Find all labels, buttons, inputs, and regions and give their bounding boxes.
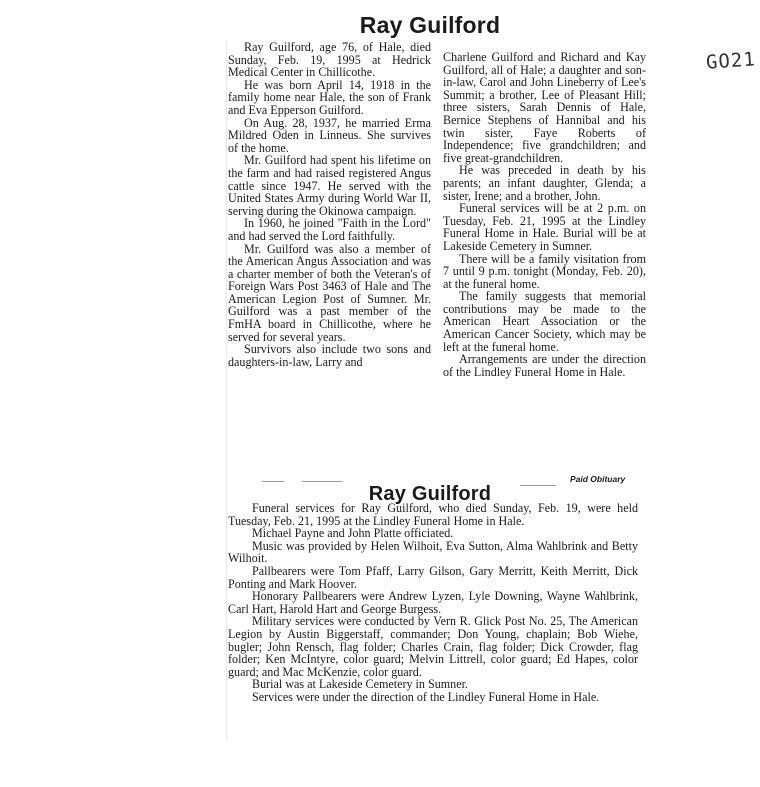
obituary-paragraph: He was born April 14, 1918 in the family home near Hale, the son of Frank and Eva Epperson Guilford. [228,77,431,117]
obituary-left-column [228,41,431,368]
obituary-paragraph: Arrangements are under the direction of the Lindley Funeral Home in Hale. [443,352,646,379]
funeral-notice-paragraph: Burial was at Lakeside Cemetery in Sumner. [252,677,468,692]
obituary-paragraph: Mr. Guilford had spent his lifetime on the farm and had raised registered Angus cattle since 1947. He served with the United States Army during World War II, serving during the Okinowa campaign. [228,153,431,218]
funeral-notice-title: Ray Guilford [368,483,492,505]
clipping-rule [262,481,284,482]
obituary-paragraph: There will be a family visitation from 7 until 9 p.m. tonight (Monday, Feb. 20), at the funeral home. [443,251,646,291]
funeral-notice-paragraph: Pallbearers were Tom Pfaff, Larry Gilson, Gary Merritt, Keith Merritt, Dick Ponting and Mark Hoover. [228,563,638,591]
funeral-notice-paragraph: Michael Payne and John Platte officiated. [252,526,454,541]
obituary-right-column [443,51,646,378]
funeral-notice-paragraph: Services were under the direction of the Lindley Funeral Home in Hale. [252,689,600,704]
clipping-rule [302,481,342,482]
clipping-edge [226,40,227,740]
funeral-notice-paragraph: Music was provided by Helen Wilhoit, Eva Sutton, Alma Wahlbrink and Betty Wilhoit. [228,538,638,566]
obituary-paragraph: Survivors also include two sons and daughters-in-law, Larry and [228,342,431,369]
handwritten-margin-note: GO21 [705,48,757,74]
obituary-paragraph-continuation: Charlene Guilford and Richard and Kay Guilford, all of Hale; a daughter and son-in-law, Carol and John Lineberry of Lee's Summit; a brother, Lee of Pleasant Hill; three sisters, Sarah Dennis of Hale, Bernice Stephens of Hannibal and his twin sister, Faye Roberts of Independence; five grandchildren; and five great-grandchildren. [443,50,646,165]
obituary-paragraph: Ray Guilford, age 76, of Hale, died Sunday, Feb. 19, 1995 at Hedrick Medical Center in Chillicothe. [228,40,431,80]
obituary-paragraph: Mr. Guilford was also a member of the American Angus Association and was a charter member of both the Veteran's of Foreign Wars Post 3463 of Hale and The American Legion Post of Sumner. Mr. Guilford was a past member of the FmHA board in Chillicothe, where he served for several years. [228,241,431,344]
paid-obituary-label: Paid Obituary [570,474,626,484]
funeral-notice-paragraph: Funeral services for Ray Guilford, who died Sunday, Feb. 19, were held Tuesday, Feb. 21, 1995 at the Lindley Funeral Home in Hale. [228,501,638,528]
obituary-paragraph: In 1960, he joined "Faith in the Lord" and had served the Lord faithfully. [228,216,431,243]
funeral-notice-paragraph: Honorary Pallbearers were Andrew Lyzen, Lyle Downing, Wayne Wahlbrink, Carl Hart, Harold Hart and George Burgess. [228,589,638,616]
obituary-paragraph: The family suggests that memorial contributions may be made to the American Heart Association or the American Cancer Society, which may be left at the funeral home. [443,289,646,354]
funeral-notice-body [228,502,638,704]
obituary-paragraph: He was preceded in death by his parents; an infant daughter, Glenda; a sister, Irene; and a brother, John. [443,163,646,203]
obituary-paragraph: On Aug. 28, 1937, he married Erma Mildred Oden in Linneus. She survives of the home. [228,115,431,155]
funeral-notice-paragraph: Military services were conducted by Vern R. Glick Post No. 25, The American Legion by Austin Biggerstaff, commander; Don Young, chaplain; Bob Wiehe, bugler; John Rensch, flag folder; Charles Crain, flag folder; Dick Crowder, flag folder; Ken McIntyre, color guard; Melvin Littrell, color guard; Ed Hapes, color guard; and Mac McKenzie, color guard. [228,614,638,679]
obituary-title: Ray Guilford [359,12,501,38]
obituary-paragraph: Funeral services will be at 2 p.m. on Tuesday, Feb. 21, 1995 at the Lindley Funeral Home in Hale. Burial will be at Lakeside Cemetery in Sumner. [443,201,646,253]
